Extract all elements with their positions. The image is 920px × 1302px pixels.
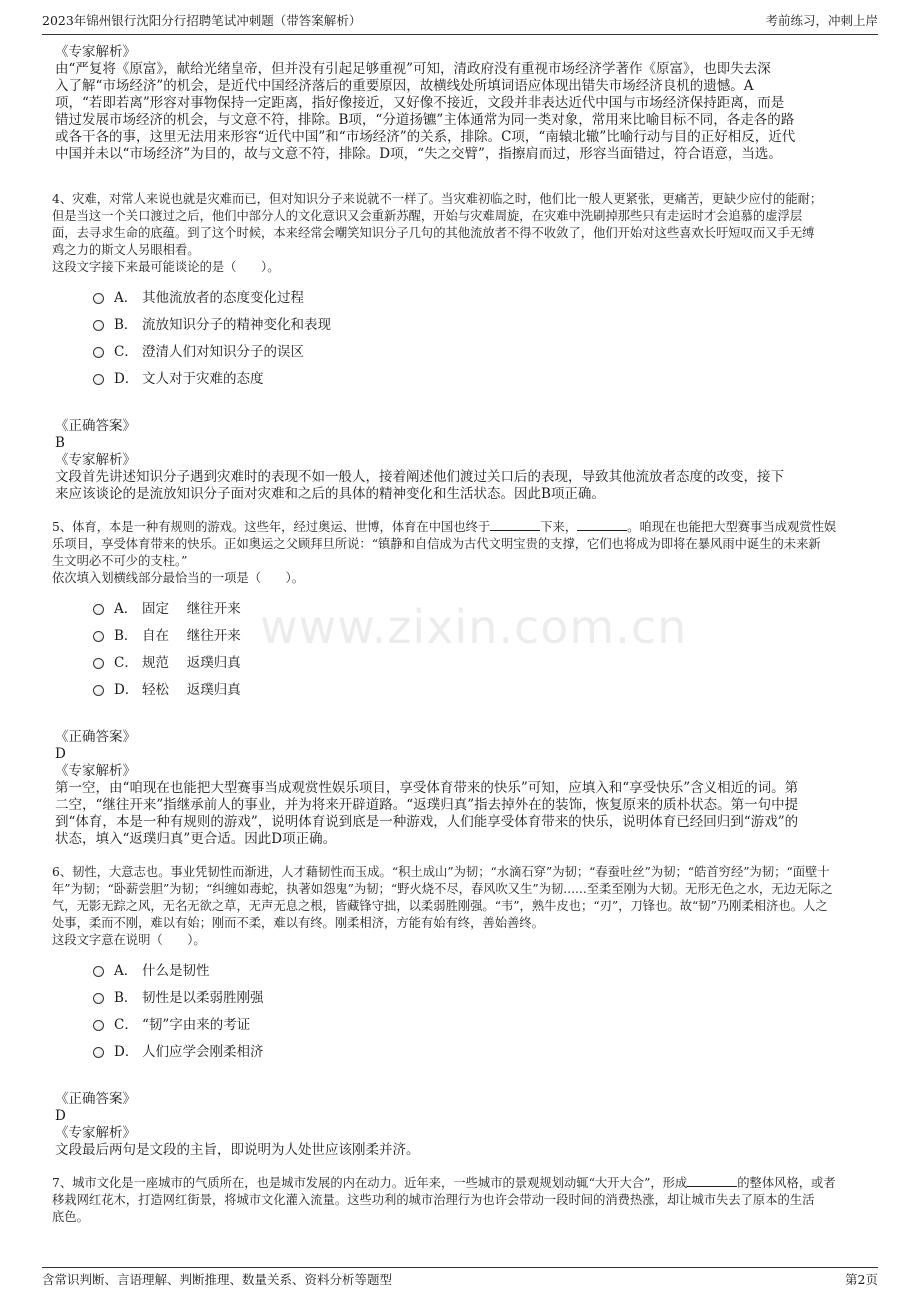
analysis-line: 文段最后两句是文段的主旨，即说明为人处世应该刚柔并济。 (55, 1142, 420, 1158)
radio-icon[interactable] (93, 293, 104, 304)
radio-icon[interactable] (93, 347, 104, 358)
q5-answer: D (55, 746, 66, 762)
analysis-line: 由“严复将《原富》，献给光绪皇帝，但并没有引起足够重视”可知，清政府没有重视市场经济学著作《原富》，也即失去深 (55, 61, 771, 77)
page-footer (42, 1267, 878, 1292)
q4-text (52, 191, 867, 259)
analysis-line: 项，“若即若离”形容对事物保持一定距离，指好像接近，又好像不接近，文段并非表达近代中国与市场经济保持距离，而是 (55, 95, 785, 111)
question-line: 6、韧性，大意志也。事业凭韧性而渐进，人才藉韧性而玉成。“积土成山”为韧；“水滴石穿”为韧；“春蚕吐丝”为韧；“皓首穷经”为韧；“面壁十 (52, 865, 830, 879)
question-line: 7、城市文化是一座城市的气质所在，也是城市发展的内在动力。近年来，一些城市的景观规划动辄“大开大合”，形成 的整体风格，或者 (52, 1176, 836, 1190)
q6-text (52, 864, 867, 932)
q4-analysis-label: 《专家解析》 (55, 452, 136, 468)
question-line: 生文明必不可少的支柱。” (52, 554, 188, 568)
q4-options (93, 282, 867, 390)
option-text: “韧”字由来的考证 (142, 1016, 251, 1033)
q5-options (93, 593, 867, 701)
watermark: www.zixin.com.cn (260, 600, 688, 654)
q5-stem: 依次填入划横线部分最恰当的一项是（ ）。 (52, 571, 305, 585)
q4-option-c[interactable]: C． 澄清人们对知识分子的误区 (93, 336, 867, 363)
option-text: 什么是韧性 (142, 962, 210, 979)
radio-icon[interactable] (93, 1047, 104, 1058)
radio-icon[interactable] (93, 993, 104, 1004)
header-slogan: 考前练习，冲刺上岸 (765, 13, 878, 28)
q6-option-a[interactable]: A． 什么是韧性 (93, 955, 867, 982)
radio-icon[interactable] (93, 685, 104, 696)
question-line: 4、灾难，对常人来说也就是灾难而已，但对知识分子来说就不一样了。当灾难初临之时，他们比一般人更紧张，更痛苦，更缺少应付的能耐； (52, 192, 823, 206)
option-text: 其他流放者的态度变化过程 (142, 289, 304, 306)
q6-answer-label: 《正确答案》 (55, 1091, 136, 1107)
radio-icon[interactable] (93, 374, 104, 385)
question-line: 5、体育，本是一种有规则的游戏。这些年，经过奥运、世博，体育在中国也终于 下来， 。咱现在也能把大型赛事当成观赏性娱 (52, 520, 837, 534)
radio-icon[interactable] (93, 320, 104, 331)
blank-line (687, 1175, 737, 1187)
analysis-line: 二空，“继往开来”指继承前人的事业，并为将来开辟道路。“返璞归真”指去掉外在的装饰，恢复原来的质朴状态。第一句中提 (55, 797, 799, 813)
option-text: 人们应学会刚柔相济 (142, 1043, 264, 1060)
analysis-line: 文段首先讲述知识分子遇到灾难时的表现不如一般人，接着阐述他们渡过关口后的表现，导致其他流放者态度的改变，接下 (55, 469, 784, 485)
q4-stem: 这段文字接下来最可能谈论的是（ ）。 (52, 260, 280, 274)
question-line: 气，无影无踪之风，无名无欲之草，无声无息之根，皆藏锋守拙，以柔弱胜刚强。“韦”，熟牛皮也；“刃”，刀锋也。故“韧”乃刚柔相济也。人之 (52, 899, 828, 913)
analysis-line: 错过发展市场经济的机会，与文意不符，排除。B项，“分道扬镳”主体通常为同一类对象，常用来比喻目标不同，各走各的路 (55, 112, 795, 128)
q5-option-a[interactable]: A． 固定 继往开来 (93, 593, 867, 620)
page-header (42, 10, 878, 35)
question-line: 处事，柔而不刚，难以有始；刚而不柔，难以有终。刚柔相济，方能有始有终，善始善终。 (52, 916, 544, 930)
question-line: 乐项目，享受体育带来的快乐。正如奥运之父顾拜旦所说：“镇静和自信成为古代文明宝贵的支撑，它们也将成为即将在暴风雨中诞生的未来新 (52, 537, 821, 551)
analysis-line: 来应该谈论的是流放知识分子面对灾难和之后的具体的精神变化和生活状态。因此B项正确。 (55, 486, 605, 502)
page-number: 第2页 (845, 1272, 878, 1287)
q4-analysis (55, 469, 867, 503)
q5-option-d[interactable]: D． 轻松 返璞归真 (93, 674, 867, 701)
option-text: 自在 继往开来 (142, 627, 241, 644)
option-text: 规范 返璞归真 (142, 654, 241, 671)
question-line: 但是当这一个关口渡过之后，他们中部分人的文化意识又会重新苏醒，开始与灾难周旋，在灾难中洗刷掉那些只有走运时才会追慕的虚浮层 (52, 209, 803, 223)
option-text: 流放知识分子的精神变化和表现 (142, 316, 331, 333)
q4-answer: B (55, 435, 65, 451)
analysis-line: 入了解“市场经济”的机会，是近代中国经济落后的重要原因，故横线处所填词语应体现出错失市场经济良机的遗憾。A (55, 78, 754, 94)
q7-text (52, 1175, 867, 1226)
question-line: 鸡之力的斯文人另眼相看。 (52, 243, 200, 257)
header-title: 2023年锦州银行沈阳分行招聘笔试冲刺题（带答案解析） (42, 13, 362, 28)
q4-option-d[interactable]: D． 文人对于灾难的态度 (93, 363, 867, 390)
q3-analysis-label: 《专家解析》 (55, 44, 136, 60)
question-line: 移栽网红花木，打造网红街景，将城市文化灌入流量。这些功利的城市治理行为也许会带动一段时间的消费热涨，却让城市失去了原本的生活 (52, 1193, 815, 1207)
analysis-line: 到“体育，本是一种有规则的游戏”，说明体育说到底是一种游戏，人们能享受体育带来的快乐，说明体育已经回归到“游戏”的 (55, 814, 799, 830)
option-text: 轻松 返璞归真 (142, 681, 241, 698)
page-content (52, 44, 867, 1226)
q5-analysis-label: 《专家解析》 (55, 763, 136, 779)
question-line: 底色。 (52, 1210, 89, 1224)
q5-option-c[interactable]: C． 规范 返璞归真 (93, 647, 867, 674)
q6-analysis (55, 1142, 867, 1159)
q6-option-b[interactable]: B． 韧性是以柔弱胜刚强 (93, 982, 867, 1009)
radio-icon[interactable] (93, 604, 104, 615)
q4-option-b[interactable]: B． 流放知识分子的精神变化和表现 (93, 309, 867, 336)
option-text: 澄清人们对知识分子的误区 (142, 343, 304, 360)
analysis-line: 状态，填入“返璞归真”更合适。因此D项正确。 (55, 831, 337, 847)
q6-analysis-label: 《专家解析》 (55, 1125, 136, 1141)
blank-line (577, 519, 627, 531)
q5-option-b[interactable]: B． 自在 继往开来 (93, 620, 867, 647)
radio-icon[interactable] (93, 966, 104, 977)
radio-icon[interactable] (93, 1020, 104, 1031)
footer-topics: 含常识判断、言语理解、判断推理、数量关系、资料分析等题型 (42, 1272, 393, 1287)
q6-options (93, 955, 867, 1063)
q5-answer-label: 《正确答案》 (55, 729, 136, 745)
q6-stem: 这段文字意在说明（ ）。 (52, 933, 206, 947)
analysis-line: 第一空，由“咱现在也能把大型赛事当成观赏性娱乐项目，享受体育带来的快乐”可知，应填入和“享受快乐”含义相近的词。第 (55, 780, 799, 796)
option-text: 固定 继往开来 (142, 600, 241, 617)
blank-line (490, 519, 540, 531)
option-text: 文人对于灾难的态度 (142, 370, 264, 387)
option-text: 韧性是以柔弱胜刚强 (142, 989, 264, 1006)
q6-answer: D (55, 1108, 66, 1124)
q5-text (52, 519, 867, 570)
q5-analysis (55, 780, 867, 848)
question-line: 面，去寻求生命的底蕴。到了这个时候，本来经常会嘲笑知识分子几句的其他流放者不得不收敛了，他们开始对这些喜欢长吁短叹而又手无缚 (52, 226, 815, 240)
radio-icon[interactable] (93, 658, 104, 669)
q6-option-d[interactable]: D． 人们应学会刚柔相济 (93, 1036, 867, 1063)
q6-option-c[interactable]: C． “韧”字由来的考证 (93, 1009, 867, 1036)
q4-option-a[interactable]: A． 其他流放者的态度变化过程 (93, 282, 867, 309)
analysis-line: 中国并未以“市场经济”为目的，故与文意不符，排除。D项，“失之交臂”，指擦肩而过，形容当面错过，符合语意，当选。 (55, 146, 782, 162)
radio-icon[interactable] (93, 631, 104, 642)
q4-answer-label: 《正确答案》 (55, 418, 136, 434)
q3-analysis (55, 61, 867, 163)
question-line: 年”为韧；“卧薪尝胆”为韧；“纠缠如毒蛇，执著如怨鬼”为韧；“野火烧不尽，春风吹又生”为韧......至柔至刚为大韧。无形无色之水，无边无际之 (52, 882, 833, 896)
analysis-line: 或各干各的事，这里无法用来形容“近代中国”和“市场经济”的关系，排除。C项，“南辕北辙”比喻行动与目的正好相反，近代 (55, 129, 796, 145)
